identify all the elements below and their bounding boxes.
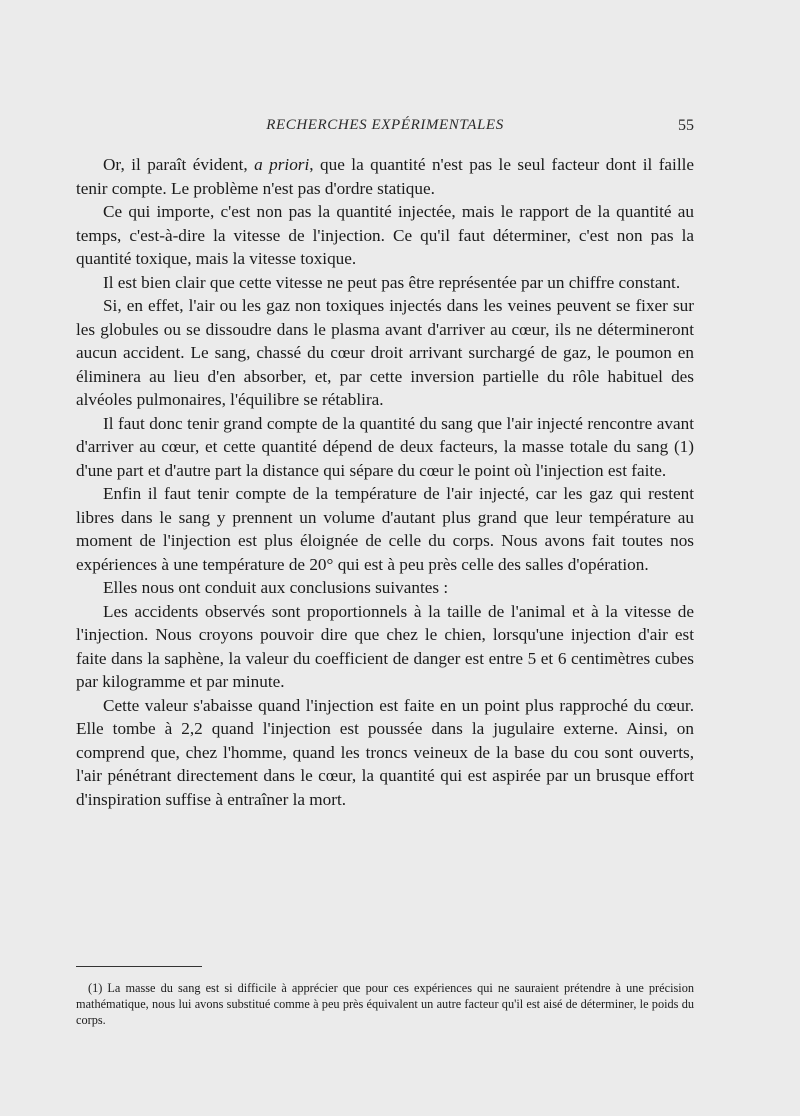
running-head-title: RECHERCHES EXPÉRIMENTALES	[266, 117, 504, 133]
paragraph-8: Les accidents observés sont proportionnels à la taille de l'animal et à la vitesse de l'injection. Nous croyons pouvoir dire que chez le chien, lorsqu'une injection d'air est faite dans la saphène, la valeur du coefficient de danger est entre 5 et 6 centimètres cubes par kilogramme et par minute.	[76, 601, 694, 691]
paragraph-1-end: , que la quantité n'est pas le seul facteur dont il faille tenir compte. Le problème n'est pas d'ordre statique.	[76, 155, 695, 198]
paragraph-1-start: Or, il paraît évident,	[103, 155, 255, 174]
page-number: 55	[678, 117, 694, 134]
paragraph-5: Il faut donc tenir grand compte de la quantité du sang que l'air injecté rencontre avant d'arriver au cœur, et cette quantité dépend de deux facteurs, la masse totale du sang (1) d'une part et d'autre part la distance qui sépare du cœur le point où l'injection est faite.	[76, 413, 694, 480]
paragraph-6: Enfin il faut tenir compte de la température de l'air injecté, car les gaz qui restent libres dans le sang y prennent un volume d'autant plus grand que leur température au moment de l'injection est plus éloignée de celle du corps. Nous avons fait toutes nos expériences à une température de 20° qui est à peu près celle des salles d'opération.	[76, 484, 694, 574]
running-head	[76, 117, 694, 139]
paragraph-9: Cette valeur s'abaisse quand l'injection est faite en un point plus rapproché du cœur. Elle tombe à 2,2 quand l'injection est poussée dans la jugulaire externe. Ainsi, on comprend que, chez l'homme, quand les troncs veineux de la base du cou sont ouverts, l'air pénétrant directement dans le cœur, la quantité qui est aspirée par un brusque effort d'inspiration suffise à entraîner la mort.	[76, 695, 694, 809]
body-text	[76, 153, 694, 811]
paragraph-3: Il est bien clair que cette vitesse ne peut pas être représentée par un chiffre constant.	[103, 272, 681, 292]
footnote: (1) La masse du sang est si difficile à apprécier que pour ces expériences qui ne sauraient prétendre à une précision mathématique, nous lui avons substitué comme à peu près équivalent un autre facteur qu'il est aisé de déterminer, le poids du corps.	[76, 981, 694, 1028]
paragraph-7: Elles nous ont conduit aux conclusions suivantes :	[103, 578, 449, 597]
paragraph-1-emphasis: a priori	[254, 155, 310, 174]
paragraph-4: Si, en effet, l'air ou les gaz non toxiques injectés dans les veines peuvent se fixer sur les globules ou se dissoudre dans le plasma avant d'arriver au cœur, ils ne détermineront aucun accident. Le sang, chassé du cœur droit arrivant surchargé de gaz, le poumon en éliminera au lieu d'en absorber, et, par cette inversion partielle du rôle habituel des alvéoles pulmonaires, l'équilibre se rétablira.	[76, 296, 694, 409]
footnote-rule	[76, 966, 202, 967]
paragraph-2: Ce qui importe, c'est non pas la quantité injectée, mais le rapport de la quantité au temps, c'est-à-dire la vitesse de l'injection. Ce qu'il faut déterminer, c'est non pas la quantité toxique, mais la vitesse toxique.	[76, 202, 694, 268]
paragraph-1	[76, 153, 694, 200]
